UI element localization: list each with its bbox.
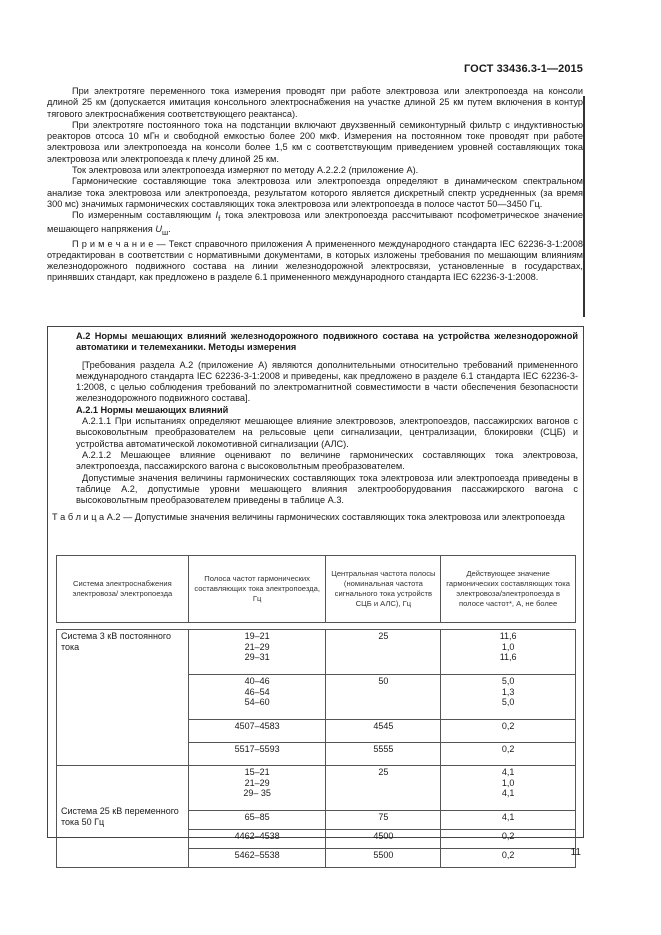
cell-band: 5462–5538 [188,849,326,868]
page-number: 11 [570,847,581,858]
table-caption: Т а б л и ц а А.2 — Допустимые значения величины гармонических составляющих тока электровоза или электропоезда [52,512,565,523]
cell-rms-value: 4,1 1,0 4,1 [441,766,576,811]
body-text [47,86,583,284]
cell-rms-value: 5,0 1,3 5,0 [441,675,576,720]
cell-center-frequency: 5555 [326,743,441,766]
header-center-frequency: Центральная частота полосы (номинальная частота сигнального тока устройств СЦБ и АЛС), Гц [326,556,441,623]
cell-band: 5517–5593 [188,743,326,766]
cell-rms-value: 4,1 [441,811,576,830]
cell-system: Система 25 кВ переменного тока 50 Гц [57,766,189,868]
cell-band: 4462–4538 [188,830,326,849]
table-body [57,630,576,868]
cell-center-frequency: 75 [326,811,441,830]
clause-permissible-values: Допустимые значения величины гармонических составляющих тока электровоза или электропоезда приведены в таблице А.2, допустимые уровни мешающего влияния электрооборудования пассажирского вагона с высоковольтным преобразователем приведены в таблице А.3. [76,472,578,506]
paragraph-psophometric: По измеренным составляющим $I_f$ тока электровоза или электропоезда рассчитывают псофометрическое значение мешающего напряжения $U_ш$. [47,210,583,238]
cell-center-frequency: 4545 [326,720,441,743]
cell-rms-value: 0,2 [441,830,576,849]
cell-rms-value: 0,2 [441,743,576,766]
table-row [57,630,576,675]
clause-a211: А.2.1.1 При испытаниях определяют мешающее влияние электровозов, электропоездов, пассажирских вагонов с высоковольтным преобразователем на рельсовые цепи сигнализации, централизации, блокировки (СЦБ) и устройства автоматической локомотивной сигнализации (АЛС). [76,416,578,449]
header-system: Система электроснабжения электровоза/ электропоезда [57,556,189,623]
table-header-row [57,556,576,623]
paragraph-current-method: Ток электровоза или электропоезда измеряют по методу А.2.2.2 (приложение А). [72,165,419,176]
cell-center-frequency: 50 [326,675,441,720]
cell-center-frequency: 5500 [326,849,441,868]
section-a2-box [47,326,584,860]
cell-center-frequency: 4500 [326,830,441,849]
subsection-title: А.2.1 Нормы мешающих влияний [76,404,229,415]
cell-band: 19–21 21–29 29–31 [188,630,326,675]
note-text: — Текст справочного приложения А примененного международного стандарта IEC 62236-3-1:2008 отредактирован в соответствии с нормативными документами, в которых изложены требования по мешающим влияниям железнодорожного подвижного состава на линии железнодорожной электросвязи, установленные в государствах, принявших стандарт, как предложено в разделе 6.1 примененного международного стандарта IEC 62236-3-1:2008. [47,238,583,283]
cell-rms-value: 0,2 [441,720,576,743]
section-title: А.2 Нормы мешающих влияний железнодорожного подвижного состава на устройства железнодорожной автоматики и телемеханики. Методы измерения [76,331,578,353]
header-band: Полоса частот гармонических составляющих тока электропоезда, Гц [188,556,326,623]
paragraph-dc-traction: При электротяге постоянного тока на подстанции включают двухзвенный семиконтурный фильтр с индуктивностью реакторов отсоса 10 мГн и свободной емкостью более 200 мкФ. Измерения на постоянном токе проводят при работе электровоза или электропоезда на консоли более 1,5 км с соответствующим приведением уровней составляющих тока электровоза или электропоезда к плечу длиной 25 км. [47,119,583,164]
cell-band: 40–46 46–54 54–60 [188,675,326,720]
harmonics-table [56,555,576,868]
cell-band: 4507–4583 [188,720,326,743]
cell-rms-value: 11,6 1,0 11,6 [441,630,576,675]
cell-band: 65–85 [188,811,326,830]
paragraph-harmonics: Гармонические составляющие тока электровоза или электропоезда определяют в динамическом спектральном анализе тока электровоза или электропоезда, результатом которого является дискретный спектр усредненных (за время 300 мс) значимых гармонических составляющих тока электровоза или электропоезда в полосе частот 50—3450 Гц. [47,176,583,209]
table-row [57,766,576,811]
cell-system: Система 3 кВ постоянного тока [57,630,189,766]
doc-code-header: ГОСТ 33436.3-1—2015 [463,63,583,75]
change-sidebar-line [583,96,585,317]
paragraph-ac-traction: При электротяге переменного тока измерения проводят при работе электровоза или электропоезда на консоли длиной 25 км (допускается имитация консольного электроснабжения на участке длиной 25 км путем включения в контур тягового электроснабжения соответствующего реактанса). [47,86,583,119]
cell-band: 15–21 21–29 29– 35 [188,766,326,811]
note-paragraph [47,239,583,284]
cell-rms-value: 0,2 [441,849,576,868]
header-rms-value: Действующее значение гармонических составляющих тока электровоза/электропоезда в полосе частот*, А, не более [441,556,576,623]
cell-center-frequency: 25 [326,766,441,811]
note-label: П р и м е ч а н и е [72,238,154,249]
cell-center-frequency: 25 [326,630,441,675]
section-intro: [Требования раздела А.2 (приложение А) являются дополнительными относительно требований примененного международного стандарта IEC 62236-3-1:2008 и приведены, как предложено в разделе 6.1 стандарта IEC 62236-3-1:2008, с целью соблюдения требований по электромагнитной совместимости в части обеспечения безопасности железнодорожного подвижного состава]. [76,359,578,404]
clause-a212: А.2.1.2 Мешающее влияние оценивают по величине гармонических составляющих тока электровоза, электропоезда, пассажирского вагона с высоковольтным преобразователем. [76,449,578,472]
